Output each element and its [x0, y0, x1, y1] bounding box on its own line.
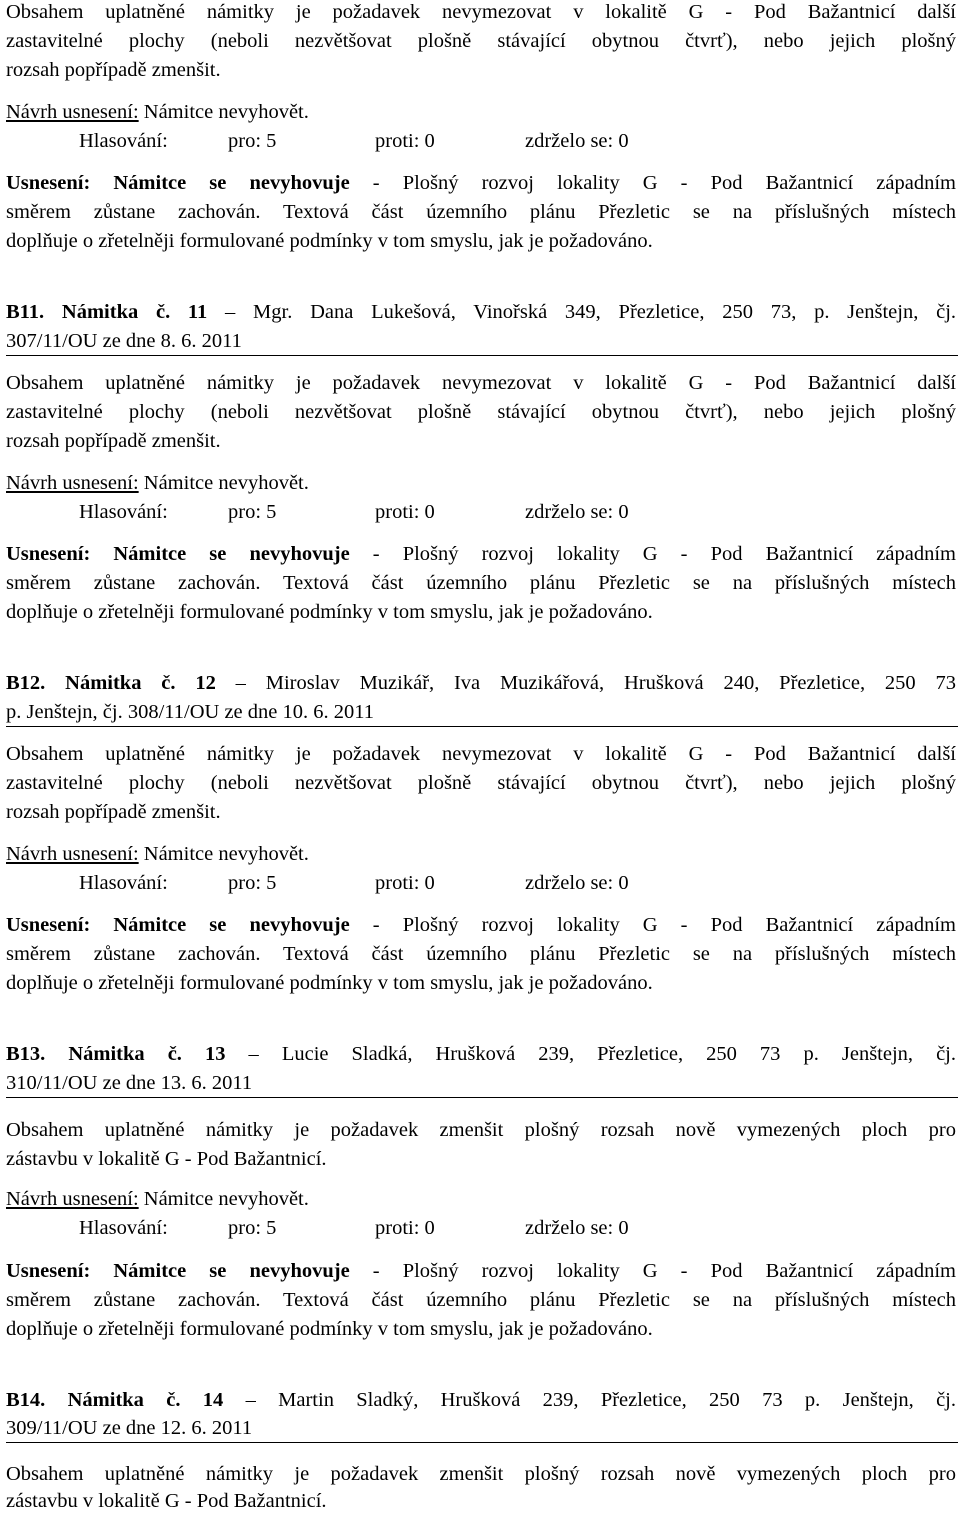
objection-header: [6, 300, 956, 324]
vote-abstain: zdrželo se: 0: [525, 872, 629, 894]
vote-proti: proti: 0: [375, 1217, 435, 1239]
vote-label: Hlasování:: [79, 872, 168, 894]
vote-abstain: zdrželo se: 0: [525, 501, 629, 523]
resolution-line: doplňuje o zřetelněji formulované podmínky v tom smyslu, jak je požadováno.: [6, 972, 653, 994]
resolution-text: - Plošný rozvoj lokality G - Pod Bažantnicí západním: [349, 914, 956, 936]
proposal-text: Námitce nevyhovět.: [138, 1188, 309, 1210]
objection-reference: 307/11/OU ze dne 8. 6. 2011: [6, 330, 242, 352]
content-line: zastavitelné plochy (neboli nezvětšovat plošně stávající obytnou čtvrť), nebo jejich plošný: [6, 772, 956, 794]
vote-label: Hlasování:: [79, 1217, 168, 1239]
resolution-line: doplňuje o zřetelněji formulované podmínky v tom smyslu, jak je požadováno.: [6, 1318, 653, 1340]
resolution-line: směrem zůstane zachován. Textová část územního plánu Přezletic se na příslušných místech: [6, 201, 956, 223]
vote-proti: proti: 0: [375, 130, 435, 152]
objection-id: B12.: [6, 672, 46, 694]
resolution-line: doplňuje o zřetelněji formulované podmínky v tom smyslu, jak je požadováno.: [6, 230, 653, 252]
content-line: Obsahem uplatněné námitky je požadavek zmenšit plošný rozsah nově vymezených ploch pro: [6, 1119, 956, 1141]
content-line: Obsahem uplatněné námitky je požadavek nevymezovat v lokalitě G - Pod Bažantnicí další: [6, 372, 956, 394]
proposal-label: Návrh usnesení:: [6, 101, 139, 123]
vote-pro: pro: 5: [228, 1217, 277, 1239]
header-rule: [6, 355, 958, 356]
resolution-label: Usnesení: Námitce se nevyhovuje: [6, 172, 350, 194]
proposal-label: Návrh usnesení:: [6, 843, 139, 865]
resolution-text: - Plošný rozvoj lokality G - Pod Bažantnicí západním: [349, 1260, 956, 1282]
proposal-line: [6, 100, 956, 124]
objection-number: Námitka č. 11: [61, 301, 208, 323]
content-line: Obsahem uplatněné námitky je požadavek nevymezovat v lokalitě G - Pod Bažantnicí další: [6, 1, 956, 23]
header-rule: [6, 726, 958, 727]
objection-reference: 309/11/OU ze dne 12. 6. 2011: [6, 1417, 253, 1439]
resolution-text: - Plošný rozvoj lokality G - Pod Bažantnicí západním: [349, 172, 956, 194]
proposal-line: [6, 1187, 956, 1211]
objection-reference: p. Jenštejn, čj. 308/11/OU ze dne 10. 6. 2011: [6, 701, 374, 723]
content-line: zástavbu v lokalitě G - Pod Bažantnicí.: [6, 1490, 327, 1512]
objection-submitter: – Lucie Sladká, Hrušková 239, Přezletice, 250 73 p. Jenštejn, čj.: [225, 1043, 957, 1065]
resolution-line: směrem zůstane zachován. Textová část územního plánu Přezletic se na příslušných místech: [6, 1289, 956, 1311]
objection-submitter: – Mgr. Dana Lukešová, Vinořská 349, Přezletice, 250 73, p. Jenštejn, čj.: [207, 301, 957, 323]
content-line: zástavbu v lokalitě G - Pod Bažantnicí.: [6, 1148, 327, 1170]
proposal-text: Námitce nevyhovět.: [138, 101, 309, 123]
content-line: rozsah popřípadě zmenšit.: [6, 59, 221, 81]
objection-id: B14.: [6, 1389, 46, 1411]
objection-header: [6, 1042, 956, 1066]
proposal-line: [6, 842, 956, 866]
resolution-line: směrem zůstane zachován. Textová část územního plánu Přezletic se na příslušných místech: [6, 943, 956, 965]
content-line: Obsahem uplatněné námitky je požadavek zmenšit plošný rozsah nově vymezených ploch pro: [6, 1463, 956, 1485]
vote-label: Hlasování:: [79, 501, 168, 523]
header-rule: [6, 1097, 958, 1098]
objection-id: B13.: [6, 1043, 46, 1065]
objection-submitter: – Miroslav Muzikář, Iva Muzikářová, Hrušková 240, Přezletice, 250 73: [215, 672, 957, 694]
content-line: zastavitelné plochy (neboli nezvětšovat plošně stávající obytnou čtvrť), nebo jejich plošný: [6, 30, 956, 52]
resolution-label: Usnesení: Námitce se nevyhovuje: [6, 1260, 350, 1282]
vote-label: Hlasování:: [79, 130, 168, 152]
proposal-text: Námitce nevyhovět.: [138, 843, 309, 865]
objection-number: Námitka č. 14: [67, 1389, 224, 1411]
content-line: zastavitelné plochy (neboli nezvětšovat plošně stávající obytnou čtvrť), nebo jejich plošný: [6, 401, 956, 423]
vote-pro: pro: 5: [228, 501, 277, 523]
objection-id: B11.: [6, 301, 45, 323]
header-rule: [6, 1442, 958, 1443]
resolution-label: Usnesení: Námitce se nevyhovuje: [6, 914, 350, 936]
objection-header: [6, 671, 956, 695]
resolution-line: [6, 1259, 956, 1283]
vote-abstain: zdrželo se: 0: [525, 130, 629, 152]
vote-abstain: zdrželo se: 0: [525, 1217, 629, 1239]
vote-proti: proti: 0: [375, 501, 435, 523]
resolution-line: doplňuje o zřetelněji formulované podmínky v tom smyslu, jak je požadováno.: [6, 601, 653, 623]
content-line: rozsah popřípadě zmenšit.: [6, 430, 221, 452]
proposal-line: [6, 471, 956, 495]
content-line: rozsah popřípadě zmenšit.: [6, 801, 221, 823]
proposal-label: Návrh usnesení:: [6, 1188, 139, 1210]
resolution-text: - Plošný rozvoj lokality G - Pod Bažantnicí západním: [349, 543, 956, 565]
content-line: Obsahem uplatněné námitky je požadavek nevymezovat v lokalitě G - Pod Bažantnicí další: [6, 743, 956, 765]
resolution-line: směrem zůstane zachován. Textová část územního plánu Přezletic se na příslušných místech: [6, 572, 956, 594]
resolution-line: [6, 913, 956, 937]
objection-number: Námitka č. 13: [68, 1043, 226, 1065]
vote-pro: pro: 5: [228, 872, 277, 894]
objection-submitter: – Martin Sladký, Hrušková 239, Přezletice, 250 73 p. Jenštejn, čj.: [223, 1389, 957, 1411]
proposal-text: Námitce nevyhovět.: [138, 472, 309, 494]
objection-number: Námitka č. 12: [65, 672, 216, 694]
resolution-line: [6, 171, 956, 195]
resolution-label: Usnesení: Námitce se nevyhovuje: [6, 543, 350, 565]
resolution-line: [6, 542, 956, 566]
objection-reference: 310/11/OU ze dne 13. 6. 2011: [6, 1072, 253, 1094]
vote-pro: pro: 5: [228, 130, 277, 152]
proposal-label: Návrh usnesení:: [6, 472, 139, 494]
vote-proti: proti: 0: [375, 872, 435, 894]
objection-header: [6, 1388, 956, 1412]
